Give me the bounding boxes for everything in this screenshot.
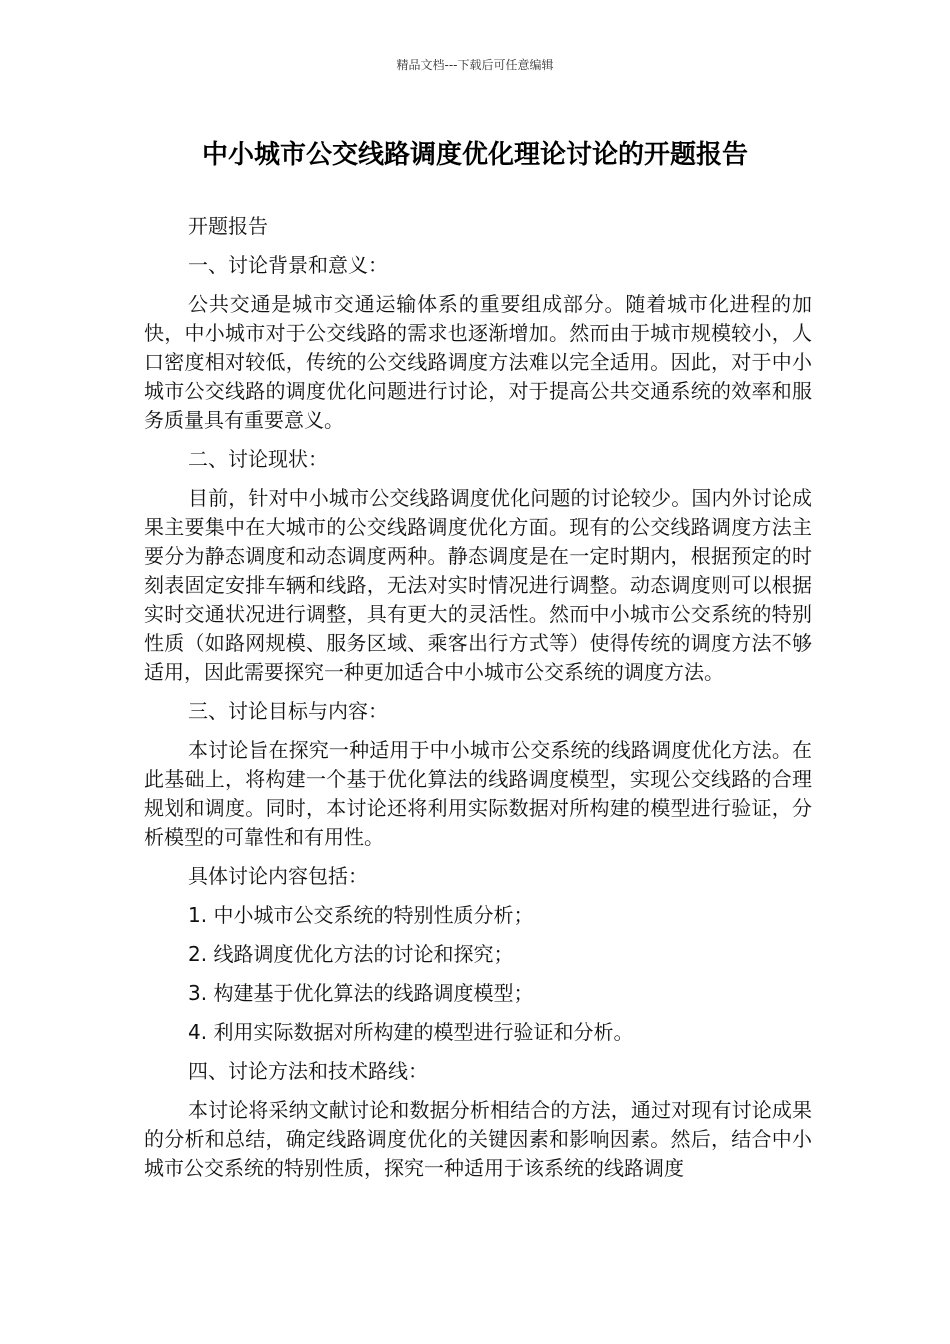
body-paragraph: 公共交通是城市交通运输体系的重要组成部分。随着城市化进程的加快，中小城市对于公交线路的需求也逐渐增加。然而由于城市规模较小，人口密度相对较低，传统的公交线路调度方法难以完全适用。因此，对于中小城市公交线路的调度优化问题进行讨论，对于提高公共交通系统的效率和服务质量具有重要意义。 <box>144 292 812 432</box>
section-heading: 四、讨论方法和技术路线： <box>188 1059 428 1083</box>
document-body <box>144 212 812 1193</box>
body-paragraph: 本讨论旨在探究一种适用于中小城市公交系统的线路调度优化方法。在此基础上，将构建一个基于优化算法的线路调度模型，实现公交线路的合理规划和调度。同时，本讨论还将利用实际数据对所构建的模型进行验证，分析模型的可靠性和有用性。 <box>144 738 812 849</box>
section-heading: 开题报告 <box>188 214 268 238</box>
list-item: 1. 中小城市公交系统的特别性质分析； <box>188 903 534 927</box>
section-heading: 三、讨论目标与内容： <box>188 699 388 723</box>
list-item: 2. 线路调度优化方法的讨论和探究； <box>188 942 514 966</box>
section-heading: 具体讨论内容包括： <box>188 864 368 888</box>
body-paragraph: 本讨论将采纳文献讨论和数据分析相结合的方法，通过对现有讨论成果的分析和总结，确定线路调度优化的关键因素和影响因素。然后，结合中小城市公交系统的特别性质，探究一种适用于该系统的线路调度 <box>144 1098 812 1180</box>
section-heading: 一、讨论背景和意义： <box>188 253 388 277</box>
document-title: 中小城市公交线路调度优化理论讨论的开题报告 <box>201 140 748 170</box>
header-note: 精品文档---下载后可任意编辑 <box>396 58 554 72</box>
body-paragraph: 目前，针对中小城市公交线路调度优化问题的讨论较少。国内外讨论成果主要集中在大城市的公交线路调度优化方面。现有的公交线路调度方法主要分为静态调度和动态调度两种。静态调度是在一定时期内，根据预定的时刻表固定安排车辆和线路，无法对实时情况进行调整。动态调度则可以根据实时交通状况进行调整，具有更大的灵活性。然而中小城市公交系统的特别性质（如路网规模、服务区域、乘客出行方式等）使得传统的调度方法不够适用，因此需要探究一种更加适合中小城市公交系统的调度方法。 <box>144 486 812 684</box>
list-item: 4. 利用实际数据对所构建的模型进行验证和分析。 <box>188 1020 634 1044</box>
list-item: 3. 构建基于优化算法的线路调度模型； <box>188 981 534 1005</box>
section-heading: 二、讨论现状： <box>188 447 328 471</box>
